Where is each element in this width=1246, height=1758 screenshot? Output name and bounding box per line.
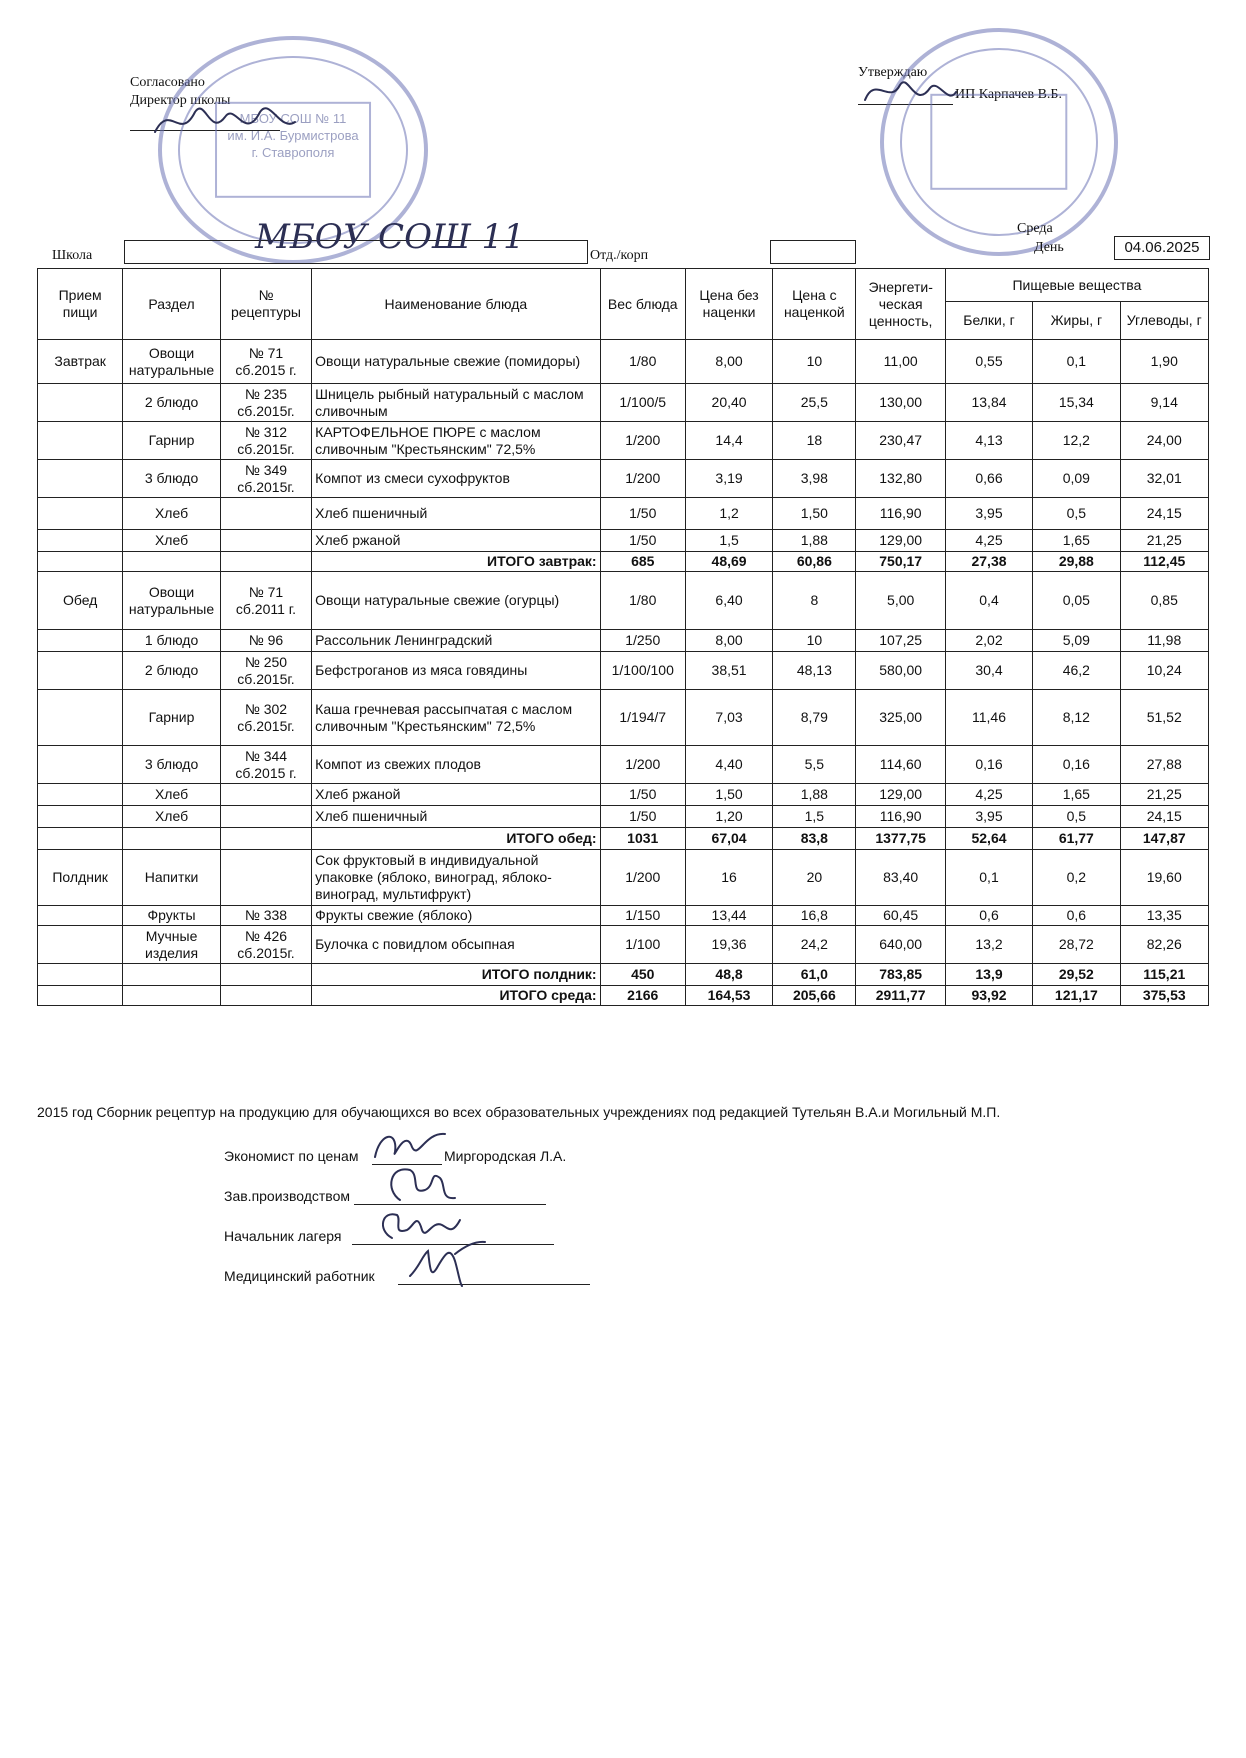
meal-cell	[38, 746, 123, 784]
fat-cell: 46,2	[1033, 652, 1120, 690]
price-no-markup-cell: 48,8	[685, 964, 772, 986]
weight-cell: 1/250	[600, 630, 685, 652]
entrepreneur-signature	[860, 70, 960, 115]
protein-cell: 4,13	[945, 422, 1032, 460]
meal-cell	[38, 784, 123, 806]
fat-cell: 12,2	[1033, 422, 1120, 460]
fat-cell: 0,5	[1033, 498, 1120, 530]
fat-cell: 0,5	[1033, 806, 1120, 828]
empty-cell	[220, 552, 311, 572]
meal-cell	[38, 690, 123, 746]
camp-label: Начальник лагеря	[224, 1228, 342, 1244]
empty-cell	[38, 986, 123, 1006]
dish-name-cell: Хлеб пшеничный	[312, 498, 600, 530]
dept-field	[770, 240, 856, 264]
weight-cell: 1/150	[600, 906, 685, 926]
protein-cell: 2,02	[945, 630, 1032, 652]
recipe-cell: № 235 сб.2015г.	[220, 384, 311, 422]
section-cell: 2 блюдо	[123, 384, 220, 422]
fat-cell: 0,16	[1033, 746, 1120, 784]
price-no-markup-cell: 1,5	[685, 530, 772, 552]
dish-name-cell: Хлеб ржаной	[312, 784, 600, 806]
weight-cell: 1/200	[600, 746, 685, 784]
energy-cell: 11,00	[856, 340, 945, 384]
protein-cell: 4,25	[945, 530, 1032, 552]
recipe-cell	[220, 850, 311, 906]
stamp-line-1: МБОУ СОШ № 11	[239, 110, 347, 126]
section-cell: Напитки	[123, 850, 220, 906]
protein-cell: 93,92	[945, 986, 1032, 1006]
carbs-cell: 10,24	[1120, 652, 1209, 690]
price-no-markup-cell: 67,04	[685, 828, 772, 850]
school-field	[124, 217, 588, 264]
total-label: ИТОГО полдник:	[312, 964, 600, 986]
meal-cell	[38, 926, 123, 964]
meal-cell	[38, 806, 123, 828]
protein-cell: 3,95	[945, 498, 1032, 530]
stamp-line-3: г. Ставрополя	[251, 144, 335, 160]
col-price-markup-header: Цена с наценкой	[773, 269, 856, 340]
price-markup-cell: 25,5	[773, 384, 856, 422]
price-markup-cell: 1,5	[773, 806, 856, 828]
recipe-cell: № 344 сб.2015 г.	[220, 746, 311, 784]
dish-name-cell: Булочка с повидлом обсыпная	[312, 926, 600, 964]
fat-cell: 0,2	[1033, 850, 1120, 906]
total-row	[38, 964, 1209, 986]
empty-cell	[123, 552, 220, 572]
recipe-cell: № 96	[220, 630, 311, 652]
meal-cell	[38, 460, 123, 498]
table-row	[38, 906, 1209, 926]
section-cell: Хлеб	[123, 498, 220, 530]
price-markup-cell: 8	[773, 572, 856, 630]
weight-cell: 1/100/100	[600, 652, 685, 690]
dish-name-cell: КАРТОФЕЛЬНОЕ ПЮРЕ с маслом сливочным "Крестьянским" 72,5%	[312, 422, 600, 460]
meal-cell: Обед	[38, 572, 123, 630]
price-no-markup-cell: 3,19	[685, 460, 772, 498]
price-no-markup-cell: 4,40	[685, 746, 772, 784]
energy-cell: 783,85	[856, 964, 945, 986]
weight-cell: 1031	[600, 828, 685, 850]
carbs-cell: 24,00	[1120, 422, 1209, 460]
carbs-cell: 375,53	[1120, 986, 1209, 1006]
total-row	[38, 986, 1209, 1006]
carbs-cell: 115,21	[1120, 964, 1209, 986]
carbs-cell: 112,45	[1120, 552, 1209, 572]
dish-name-cell: Компот из смеси сухофруктов	[312, 460, 600, 498]
weight-cell: 1/50	[600, 498, 685, 530]
recipe-cell: № 338	[220, 906, 311, 926]
col-name-header: Наименование блюда	[312, 269, 600, 340]
total-label: ИТОГО среда:	[312, 986, 600, 1006]
carbs-cell: 11,98	[1120, 630, 1209, 652]
energy-cell: 114,60	[856, 746, 945, 784]
carbs-cell: 32,01	[1120, 460, 1209, 498]
protein-cell: 0,66	[945, 460, 1032, 498]
weight-cell: 1/50	[600, 784, 685, 806]
carbs-cell: 19,60	[1120, 850, 1209, 906]
table-row	[38, 460, 1209, 498]
protein-cell: 0,16	[945, 746, 1032, 784]
meal-cell	[38, 906, 123, 926]
table-row	[38, 690, 1209, 746]
section-cell: Хлеб	[123, 530, 220, 552]
carbs-cell: 27,88	[1120, 746, 1209, 784]
weekday: Среда	[1017, 221, 1053, 236]
weight-cell: 1/50	[600, 806, 685, 828]
price-no-markup-cell: 38,51	[685, 652, 772, 690]
meal-cell	[38, 530, 123, 552]
recipe-cell: № 302 сб.2015г.	[220, 690, 311, 746]
table-row	[38, 746, 1209, 784]
school-handwritten: МБОУ СОШ 11	[255, 217, 525, 257]
price-markup-cell: 18	[773, 422, 856, 460]
weight-cell: 450	[600, 964, 685, 986]
fat-cell: 1,65	[1033, 784, 1120, 806]
carbs-cell: 24,15	[1120, 806, 1209, 828]
section-cell: Хлеб	[123, 784, 220, 806]
energy-cell: 2911,77	[856, 986, 945, 1006]
economist-name: Миргородская Л.А.	[444, 1148, 567, 1164]
empty-cell	[123, 964, 220, 986]
fat-cell: 1,65	[1033, 530, 1120, 552]
weight-cell: 1/200	[600, 850, 685, 906]
fat-cell: 8,12	[1033, 690, 1120, 746]
col-weight-header: Вес блюда	[600, 269, 685, 340]
meal-cell	[38, 630, 123, 652]
price-markup-cell: 16,8	[773, 906, 856, 926]
price-no-markup-cell: 164,53	[685, 986, 772, 1006]
col-carbs-header: Углеводы, г	[1120, 302, 1209, 340]
meal-cell	[38, 652, 123, 690]
col-price-no-markup-header: Цена без наценки	[685, 269, 772, 340]
price-markup-cell: 48,13	[773, 652, 856, 690]
protein-cell: 0,6	[945, 906, 1032, 926]
price-no-markup-cell: 8,00	[685, 340, 772, 384]
recipe-cell	[220, 530, 311, 552]
price-no-markup-cell: 14,4	[685, 422, 772, 460]
recipe-source-footnote: 2015 год Сборник рецептур на продукцию для обучающихся во всех образовательных учреждениях под редакцией Тутельян В.А.и Могильный М.П.	[37, 1104, 1001, 1120]
energy-cell: 132,80	[856, 460, 945, 498]
col-nutrients-header: Пищевые вещества	[945, 269, 1208, 302]
price-markup-cell: 10	[773, 340, 856, 384]
price-no-markup-cell: 13,44	[685, 906, 772, 926]
section-cell: 1 блюдо	[123, 630, 220, 652]
col-protein-header: Белки, г	[945, 302, 1032, 340]
recipe-cell	[220, 806, 311, 828]
weight-cell: 1/100	[600, 926, 685, 964]
dish-name-cell: Рассольник Ленинградский	[312, 630, 600, 652]
protein-cell: 3,95	[945, 806, 1032, 828]
col-energy-header: Энергети-ческая ценность,	[856, 269, 945, 340]
energy-cell: 580,00	[856, 652, 945, 690]
weight-cell: 1/80	[600, 340, 685, 384]
fat-cell: 121,17	[1033, 986, 1120, 1006]
meal-cell	[38, 498, 123, 530]
protein-cell: 0,1	[945, 850, 1032, 906]
table-row	[38, 530, 1209, 552]
weight-cell: 685	[600, 552, 685, 572]
weight-cell: 1/100/5	[600, 384, 685, 422]
protein-cell: 0,4	[945, 572, 1032, 630]
protein-cell: 0,55	[945, 340, 1032, 384]
price-markup-cell: 1,88	[773, 530, 856, 552]
fat-cell: 0,1	[1033, 340, 1120, 384]
recipe-cell: № 349 сб.2015г.	[220, 460, 311, 498]
total-label: ИТОГО завтрак:	[312, 552, 600, 572]
fat-cell: 29,88	[1033, 552, 1120, 572]
table-row	[38, 340, 1209, 384]
fat-cell: 29,52	[1033, 964, 1120, 986]
empty-cell	[123, 828, 220, 850]
carbs-cell: 21,25	[1120, 784, 1209, 806]
section-cell: Гарнир	[123, 690, 220, 746]
stamp-line-2: им. И.А. Бурмистрова	[227, 127, 359, 143]
meal-cell: Полдник	[38, 850, 123, 906]
fat-cell: 61,77	[1033, 828, 1120, 850]
empty-cell	[38, 828, 123, 850]
price-markup-cell: 5,5	[773, 746, 856, 784]
dish-name-cell: Каша гречневая рассыпчатая с маслом сливочным "Крестьянским" 72,5%	[312, 690, 600, 746]
weight-cell: 1/80	[600, 572, 685, 630]
carbs-cell: 51,52	[1120, 690, 1209, 746]
protein-cell: 27,38	[945, 552, 1032, 572]
approve-right-label: Утверждаю	[858, 65, 928, 80]
energy-cell: 640,00	[856, 926, 945, 964]
dish-name-cell: Овощи натуральные свежие (огурцы)	[312, 572, 600, 630]
dish-name-cell: Хлеб ржаной	[312, 530, 600, 552]
table-row	[38, 422, 1209, 460]
col-section-header: Раздел	[123, 269, 220, 340]
table-row	[38, 652, 1209, 690]
section-cell: Хлеб	[123, 806, 220, 828]
energy-cell: 60,45	[856, 906, 945, 926]
empty-cell	[220, 986, 311, 1006]
table-row	[38, 806, 1209, 828]
carbs-cell: 24,15	[1120, 498, 1209, 530]
energy-cell: 750,17	[856, 552, 945, 572]
price-no-markup-cell: 1,20	[685, 806, 772, 828]
weight-cell: 1/200	[600, 460, 685, 498]
economist-label: Экономист по ценам	[224, 1148, 359, 1164]
col-fat-header: Жиры, г	[1033, 302, 1120, 340]
carbs-cell: 0,85	[1120, 572, 1209, 630]
carbs-cell: 1,90	[1120, 340, 1209, 384]
recipe-cell: № 71 сб.2015 г.	[220, 340, 311, 384]
recipe-cell: № 250 сб.2015г.	[220, 652, 311, 690]
dish-name-cell: Фрукты свежие (яблоко)	[312, 906, 600, 926]
weight-cell: 2166	[600, 986, 685, 1006]
price-markup-cell: 205,66	[773, 986, 856, 1006]
fat-cell: 0,6	[1033, 906, 1120, 926]
table-row	[38, 384, 1209, 422]
dish-name-cell: Хлеб пшеничный	[312, 806, 600, 828]
approved-left-label: Согласовано	[130, 75, 205, 90]
section-cell: Гарнир	[123, 422, 220, 460]
entrepreneur-stamp	[880, 28, 1118, 256]
entrepreneur-name: ИП Карпачев В.Б.	[955, 87, 1062, 102]
section-cell: Овощи натуральные	[123, 572, 220, 630]
dish-name-cell: Компот из свежих плодов	[312, 746, 600, 784]
fat-cell: 0,09	[1033, 460, 1120, 498]
protein-cell: 13,9	[945, 964, 1032, 986]
dish-name-cell: Сок фруктовый в индивидуальной упаковке (яблоко, виноград, яблоко-виноград, мультифрукт)	[312, 850, 600, 906]
price-no-markup-cell: 7,03	[685, 690, 772, 746]
price-markup-cell: 20	[773, 850, 856, 906]
energy-cell: 5,00	[856, 572, 945, 630]
price-markup-cell: 3,98	[773, 460, 856, 498]
table-row	[38, 784, 1209, 806]
section-cell: Овощи натуральные	[123, 340, 220, 384]
carbs-cell: 13,35	[1120, 906, 1209, 926]
menu-table-body	[38, 340, 1209, 1006]
energy-cell: 325,00	[856, 690, 945, 746]
recipe-cell	[220, 784, 311, 806]
fat-cell: 0,05	[1033, 572, 1120, 630]
price-markup-cell: 8,79	[773, 690, 856, 746]
meal-cell	[38, 384, 123, 422]
energy-cell: 1377,75	[856, 828, 945, 850]
recipe-cell: № 426 сб.2015г.	[220, 926, 311, 964]
fat-cell: 15,34	[1033, 384, 1120, 422]
price-markup-cell: 61,0	[773, 964, 856, 986]
energy-cell: 129,00	[856, 784, 945, 806]
protein-cell: 13,84	[945, 384, 1032, 422]
total-row	[38, 552, 1209, 572]
medic-signature	[400, 1236, 490, 1291]
total-label: ИТОГО обед:	[312, 828, 600, 850]
price-no-markup-cell: 20,40	[685, 384, 772, 422]
price-no-markup-cell: 16	[685, 850, 772, 906]
table-row	[38, 572, 1209, 630]
table-row	[38, 498, 1209, 530]
price-markup-cell: 60,86	[773, 552, 856, 572]
energy-cell: 107,25	[856, 630, 945, 652]
fat-cell: 28,72	[1033, 926, 1120, 964]
carbs-cell: 21,25	[1120, 530, 1209, 552]
production-label: Зав.производством	[224, 1188, 350, 1204]
recipe-cell	[220, 498, 311, 530]
meal-cell	[38, 422, 123, 460]
price-no-markup-cell: 1,50	[685, 784, 772, 806]
total-row	[38, 828, 1209, 850]
price-no-markup-cell: 48,69	[685, 552, 772, 572]
dept-label: Отд./корп	[590, 248, 649, 263]
price-no-markup-cell: 1,2	[685, 498, 772, 530]
protein-cell: 30,4	[945, 652, 1032, 690]
col-meal-header: Прием пищи	[38, 269, 123, 340]
energy-cell: 130,00	[856, 384, 945, 422]
energy-cell: 230,47	[856, 422, 945, 460]
table-row	[38, 850, 1209, 906]
carbs-cell: 82,26	[1120, 926, 1209, 964]
empty-cell	[38, 552, 123, 572]
dish-name-cell: Бефстроганов из мяса говядины	[312, 652, 600, 690]
director-label: Директор школы	[130, 93, 231, 108]
price-no-markup-cell: 6,40	[685, 572, 772, 630]
price-markup-cell: 24,2	[773, 926, 856, 964]
energy-cell: 116,90	[856, 806, 945, 828]
menu-table	[37, 268, 1209, 1006]
date-field: 04.06.2025	[1114, 236, 1210, 260]
price-no-markup-cell: 19,36	[685, 926, 772, 964]
carbs-cell: 9,14	[1120, 384, 1209, 422]
price-markup-cell: 83,8	[773, 828, 856, 850]
weight-cell: 1/194/7	[600, 690, 685, 746]
price-no-markup-cell: 8,00	[685, 630, 772, 652]
fat-cell: 5,09	[1033, 630, 1120, 652]
director-signature	[150, 92, 300, 152]
price-markup-cell: 10	[773, 630, 856, 652]
table-row	[38, 926, 1209, 964]
section-cell: Мучные изделия	[123, 926, 220, 964]
weight-cell: 1/200	[600, 422, 685, 460]
carbs-cell: 147,87	[1120, 828, 1209, 850]
section-cell: Фрукты	[123, 906, 220, 926]
day-label: День	[1034, 240, 1064, 255]
energy-cell: 129,00	[856, 530, 945, 552]
protein-cell: 13,2	[945, 926, 1032, 964]
meal-cell: Завтрак	[38, 340, 123, 384]
table-row	[38, 630, 1209, 652]
protein-cell: 4,25	[945, 784, 1032, 806]
dish-name-cell: Шницель рыбный натуральный с маслом сливочным	[312, 384, 600, 422]
col-recipe-header: № рецептуры	[220, 269, 311, 340]
price-markup-cell: 1,50	[773, 498, 856, 530]
empty-cell	[220, 828, 311, 850]
recipe-cell: № 71 сб.2011 г.	[220, 572, 311, 630]
weight-cell: 1/50	[600, 530, 685, 552]
empty-cell	[220, 964, 311, 986]
empty-cell	[123, 986, 220, 1006]
section-cell: 3 блюдо	[123, 746, 220, 784]
empty-cell	[38, 964, 123, 986]
protein-cell: 52,64	[945, 828, 1032, 850]
recipe-cell: № 312 сб.2015г.	[220, 422, 311, 460]
dish-name-cell: Овощи натуральные свежие (помидоры)	[312, 340, 600, 384]
energy-cell: 116,90	[856, 498, 945, 530]
school-label: Школа	[52, 248, 93, 263]
section-cell: 3 блюдо	[123, 460, 220, 498]
energy-cell: 83,40	[856, 850, 945, 906]
price-markup-cell: 1,88	[773, 784, 856, 806]
section-cell: 2 блюдо	[123, 652, 220, 690]
medic-label: Медицинский работник	[224, 1268, 375, 1284]
protein-cell: 11,46	[945, 690, 1032, 746]
